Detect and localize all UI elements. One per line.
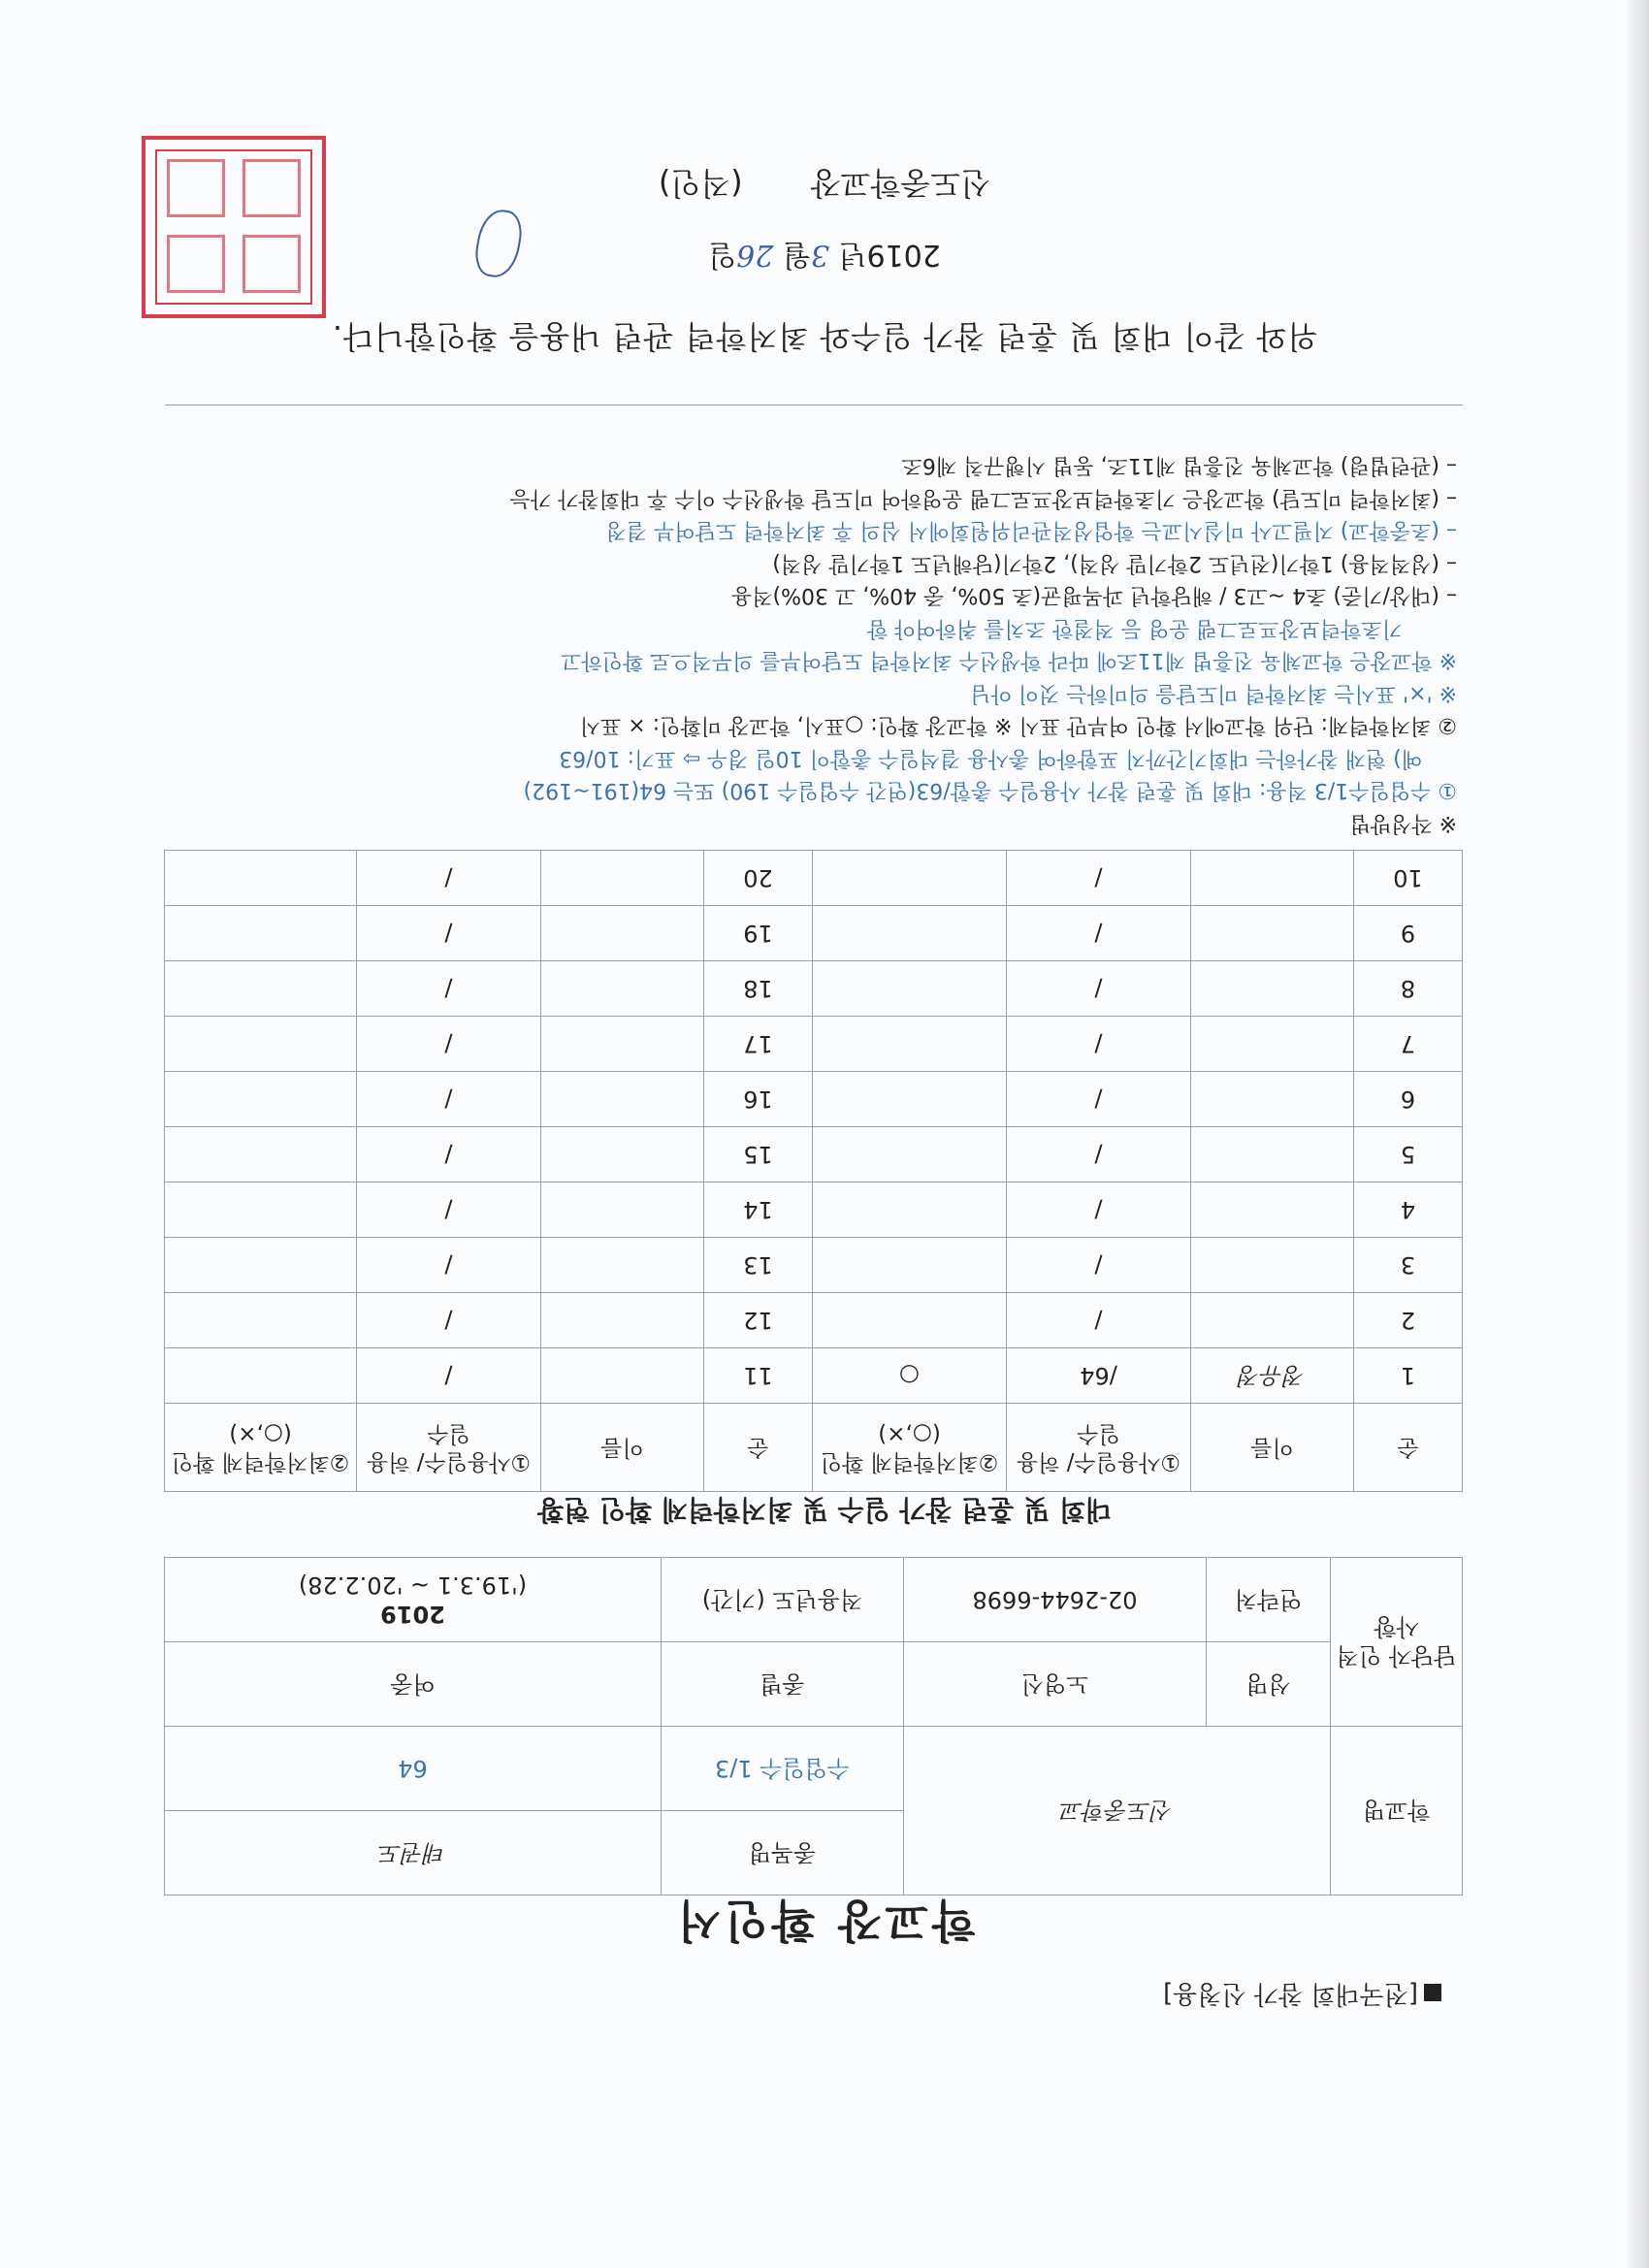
cell-no: 13: [704, 1238, 813, 1293]
col-no-2: 순: [704, 1404, 813, 1492]
cell-check: [165, 1072, 357, 1127]
school-label: 학교명: [1331, 1727, 1463, 1895]
confirmation-statement: 위와 같이 대회 및 훈련 참가 일수와 최저학력 관련 내용을 확인합니다.: [331, 318, 1318, 355]
cell-no: 9: [1354, 906, 1463, 961]
event-label: 종목명: [661, 1811, 903, 1895]
cell-name: [541, 1238, 704, 1293]
cell-no: 6: [1354, 1072, 1463, 1127]
cell-no: 14: [704, 1183, 813, 1238]
table-row: [165, 961, 1463, 1017]
cell-check: [813, 1293, 1007, 1348]
cell-days: /: [357, 851, 541, 906]
table-row: [165, 1127, 1463, 1183]
cell-name: [1191, 961, 1354, 1017]
table-row: [165, 1293, 1463, 1348]
cell-name: [1191, 1072, 1354, 1127]
col-days-2: ①사용일수/ 허용일수: [357, 1404, 541, 1492]
participation-table: [164, 850, 1463, 1492]
name-value: 노영신: [903, 1642, 1206, 1727]
school-name: 신도중학교: [903, 1727, 1330, 1895]
bullet-4: – (최저학력 미도달) 학교장은 기초학력보장프로그램 운영하여 미도달 학생선수 이수 후 대회참가 가능: [509, 486, 1457, 510]
usage-note-text: [전국대회 참가 신청용]: [1163, 1979, 1418, 2008]
cell-days: /: [1007, 1017, 1191, 1072]
cell-days: /: [1007, 961, 1191, 1017]
cell-name: [1191, 1238, 1354, 1293]
notes-block: [157, 449, 1457, 839]
cell-days: /: [357, 1127, 541, 1183]
square-bullet-icon: [1424, 1984, 1441, 2001]
col-name-2: 이름: [541, 1404, 704, 1492]
info-table: [164, 1557, 1463, 1895]
cell-check: [165, 1127, 357, 1183]
usage-note: [1163, 1978, 1441, 2014]
cell-no: 3: [1354, 1238, 1463, 1293]
cell-no: 4: [1354, 1183, 1463, 1238]
table-row: [165, 1348, 1463, 1404]
contact-label: 연락처: [1207, 1558, 1331, 1642]
cell-name: [1191, 1127, 1354, 1183]
note-1: ① 수업일수1/3 적용: 대회 및 훈련 참가 사용일수 총합/63(연간 수업일수 190) 또는 64(191~192): [523, 778, 1457, 803]
cell-no: 1: [1354, 1348, 1463, 1404]
cell-no: 12: [704, 1293, 813, 1348]
cell-name: [1191, 1017, 1354, 1072]
date-year: 2019: [866, 238, 941, 272]
cell-check: [165, 1183, 357, 1238]
note-2: ② 최저학력제: 단위 학교에서 확인 여부만 표시 ※ 학교장 확인: ○표시, 학교장 미확인: × 표시: [579, 713, 1457, 738]
cell-days: /: [357, 1348, 541, 1404]
manager-label: 담당자 인적 사항: [1331, 1558, 1463, 1727]
cell-check: [813, 1017, 1007, 1072]
cell-days: /: [1007, 906, 1191, 961]
table-body: [165, 851, 1463, 1404]
note-3: ※ '×' 표시는 최저학력 미도달을 의미하는 것이 아님: [970, 681, 1457, 705]
cell-name: [541, 1072, 704, 1127]
cell-name: [541, 1017, 704, 1072]
contact-value: 02-2644-6698: [903, 1558, 1206, 1642]
cell-name: [541, 961, 704, 1017]
date-day: 26: [736, 238, 774, 272]
table-header-row: [165, 1404, 1463, 1492]
cell-days: /: [1007, 1072, 1191, 1127]
col-days: ①사용일수/ 허용일수: [1007, 1404, 1191, 1492]
cell-days: /: [1007, 1183, 1191, 1238]
year-label: 적용년도 (기간): [661, 1558, 903, 1642]
section-title: 대회 및 훈련 참가 일수 및 최저학력제 확인 현황: [537, 1494, 1112, 1526]
cell-name: [541, 1293, 704, 1348]
cell-days: /64: [1007, 1348, 1191, 1404]
cell-check: [165, 906, 357, 961]
name-label: 성명: [1207, 1642, 1331, 1727]
cell-name: [1191, 1293, 1354, 1348]
cell-no: 5: [1354, 1127, 1463, 1183]
cell-name: [541, 1183, 704, 1238]
cell-no: 19: [704, 906, 813, 961]
document-title: 학교장 확인서: [673, 1895, 976, 1947]
cell-check: ○: [813, 1348, 1007, 1404]
allowed-days-value: 64: [164, 1727, 661, 1811]
cell-days: /: [1007, 1127, 1191, 1183]
cell-no: 10: [1354, 851, 1463, 906]
principal-title: 신도중학교장: [810, 165, 991, 202]
year-value: 2019 ('19.3.1 ~ '20.2.28): [164, 1558, 661, 1642]
col-check: ②최저학력제 확인(○,×): [813, 1404, 1007, 1492]
category-value: 여중: [164, 1642, 661, 1727]
allowed-days-label: 수업일수 1/3: [661, 1727, 903, 1811]
cell-check: [165, 851, 357, 906]
cell-name: 정유정: [1191, 1348, 1354, 1404]
cell-days: /: [357, 961, 541, 1017]
cell-check: [813, 1127, 1007, 1183]
col-check-2: ②최저학력제 확인(○,×): [165, 1404, 357, 1492]
cell-days: /: [357, 1072, 541, 1127]
date-month: 3: [810, 238, 829, 272]
cell-check: [813, 961, 1007, 1017]
cell-no: 11: [704, 1348, 813, 1404]
table-row: [165, 1238, 1463, 1293]
note-1-example: 예) 현재 참가하는 대회기간까지 포함하여 총사용 결석일수 총합이 10일 경우 ⇨ 표기: 10/63: [559, 746, 1422, 770]
cell-check: [813, 1183, 1007, 1238]
cell-check: [813, 851, 1007, 906]
cell-no: 8: [1354, 961, 1463, 1017]
table-row: [165, 1072, 1463, 1127]
bullet-3: – (초중학교) 지필고사 미실시교는 학업성적관리위원회에서 심의 후 최저학력 도달여부 결정: [605, 518, 1457, 543]
table-row: [165, 1017, 1463, 1072]
cell-days: /: [1007, 851, 1191, 906]
cell-check: [165, 1293, 357, 1348]
seal-label: (직인): [658, 165, 743, 202]
cell-days: /: [357, 1017, 541, 1072]
cell-no: 7: [1354, 1017, 1463, 1072]
cell-days: /: [357, 1183, 541, 1238]
cell-days: /: [1007, 1293, 1191, 1348]
cell-name: [541, 906, 704, 961]
cell-check: [165, 961, 357, 1017]
col-no: 순: [1354, 1404, 1463, 1492]
note-4-cont: 기초학력보장프로그램 운영 등 적절한 조치를 취하여야 함: [866, 616, 1403, 640]
cell-name: [541, 1127, 704, 1183]
cell-name: [1191, 906, 1354, 961]
cell-days: /: [357, 1238, 541, 1293]
bullet-2: – (성적적용) 1학기(전년도 2학기말 성적), 2학기(당해년도 1학기말 성적): [772, 551, 1457, 575]
cell-name: [1191, 851, 1354, 906]
cell-days: /: [357, 1293, 541, 1348]
cell-no: 18: [704, 961, 813, 1017]
cell-name: [541, 851, 704, 906]
cell-no: 15: [704, 1127, 813, 1183]
table-row: [165, 906, 1463, 961]
cell-no: 2: [1354, 1293, 1463, 1348]
cell-no: 20: [704, 851, 813, 906]
cell-check: [165, 1238, 357, 1293]
cell-check: [813, 1238, 1007, 1293]
bullet-1: – (대상/기준) 초4 ~고3 / 해당학년 과목평균(초 50%, 중 40%, 고 30%)적용: [731, 583, 1457, 608]
cell-days: /: [1007, 1238, 1191, 1293]
bullet-5: – (관련법령) 학교체육 진흥법 제11조, 동법 시행규칙 제6조: [901, 453, 1457, 478]
cell-check: [813, 906, 1007, 961]
cell-days: /: [357, 906, 541, 961]
cell-name: [541, 1348, 704, 1404]
note-4: ※ 학교장은 학교체육 진흥법 제11조에 따라 학생선수 최저학력 도달여부를 의무적으로 확인하고: [561, 648, 1457, 673]
official-seal-stamp: [142, 136, 326, 318]
notes-heading: ※ 작성방법: [1349, 811, 1457, 835]
cell-no: 17: [704, 1017, 813, 1072]
cell-no: 16: [704, 1072, 813, 1127]
col-name: 이름: [1191, 1404, 1354, 1492]
cell-check: [813, 1072, 1007, 1127]
date-line: 2019년 3월 26일: [708, 238, 941, 272]
cell-name: [1191, 1183, 1354, 1238]
category-label: 종별: [661, 1642, 903, 1727]
event-value: 태권도: [164, 1811, 661, 1895]
cell-check: [165, 1348, 357, 1404]
table-row: [165, 851, 1463, 906]
cell-check: [165, 1017, 357, 1072]
table-row: [165, 1183, 1463, 1238]
